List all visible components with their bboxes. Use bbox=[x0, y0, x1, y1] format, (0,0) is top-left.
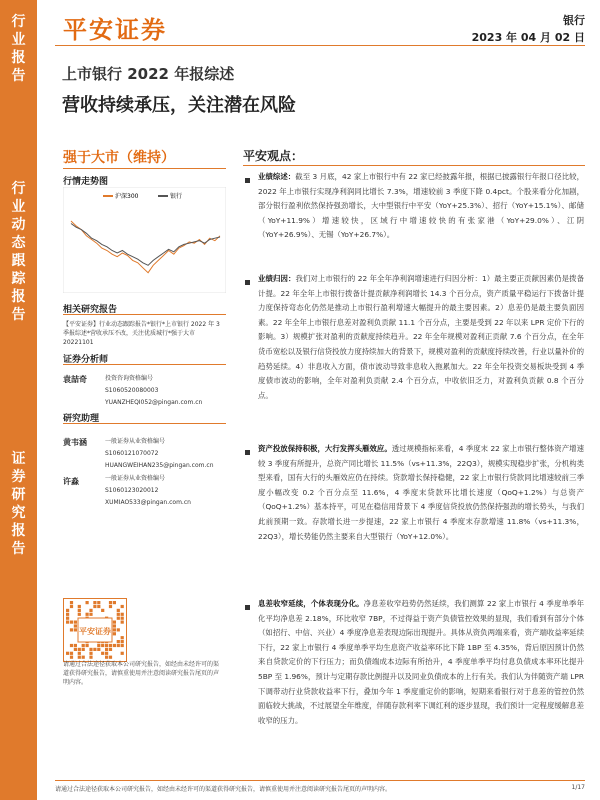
assistant-email[interactable]: XUMIAO533@pingan.com.cn bbox=[105, 499, 191, 506]
qr-dot bbox=[89, 652, 92, 655]
related-text: 【平安证券】行业动态跟踪报告*银行*上市银行 2022 年 3 季报综述*营收承压不改，关注优质城行*强于大市 20221101 bbox=[63, 321, 220, 346]
qr-dot bbox=[89, 613, 92, 616]
qr-dot bbox=[117, 617, 120, 620]
bullet-icon bbox=[245, 178, 250, 183]
qr-dot bbox=[97, 605, 100, 608]
sidebar-char: 研 bbox=[11, 487, 26, 503]
qr-dot bbox=[78, 613, 81, 616]
page-number: 1/17 bbox=[571, 784, 585, 791]
qr-dot bbox=[70, 628, 73, 631]
assistant-cert: 一般证券从业资格编号 bbox=[105, 475, 166, 482]
rating-divider bbox=[63, 168, 226, 169]
qr-dot bbox=[109, 644, 112, 647]
qr-dot bbox=[101, 652, 104, 655]
qr-dot bbox=[97, 648, 100, 651]
sidebar-char: 告 bbox=[11, 541, 26, 557]
qr-dot bbox=[70, 605, 73, 608]
qr-dot bbox=[117, 609, 120, 612]
sidebar bbox=[0, 0, 37, 800]
bullet-icon bbox=[245, 280, 250, 285]
sidebar-label-report-type bbox=[0, 13, 37, 85]
assistant-label: 研究助理 bbox=[63, 414, 100, 424]
qr-stamp bbox=[63, 598, 127, 662]
header-divider bbox=[55, 45, 585, 46]
stamp-caption: 请通过合法途径获取本公司研究报告，如经由未经许可的渠道获得研究报告，请慎重使用并注意阅读研究报告尾页的声明内容。 bbox=[63, 661, 220, 686]
sidebar-char: 券 bbox=[11, 469, 26, 485]
sidebar-char: 告 bbox=[11, 68, 26, 84]
related-label: 相关研究报告 bbox=[63, 305, 118, 315]
footer-disclaimer: 请通过合法途径获取本公司研究报告，如经由未经许可的渠道获得研究报告，请慎重使用并注意阅读研究报告尾页的声明内容。 bbox=[55, 786, 392, 793]
qr-dot bbox=[74, 628, 77, 631]
qr-dot bbox=[74, 624, 77, 627]
qr-stamp-logo: 平安证券 bbox=[79, 627, 111, 636]
sidebar-char: 业 bbox=[11, 32, 26, 48]
paragraph-margin bbox=[258, 597, 584, 728]
legend-label-hs300: 沪深300 bbox=[115, 193, 139, 200]
qr-dot bbox=[113, 601, 116, 604]
paragraph-body: 净息差收窄趋势仍然延续，我们测算 22 家上市银行 4 季度单季年化平均净息差 2.18%，环比收窄 7BP，不过得益于资产负债管控效果的显现，我们看到有部分个体（如招行、中信、兴业）4 季度净息差表现边际出现提升。具体从资负两端来看，资产端收益率延续下行，22 家上市银行 4 季度单季平均生息资产收益率环比下降 1BP 至 4.35%，背后原因预计仍然来自贷款定价的下行压力；而负债端成本边际有所抬升，4 季度单季平均付息负债成本率环比提升 5BP 至 1.96%，预计与定期存款比例提升以及同业负债成本的上行有关。我们认为伴随资产端 LPR 下调带动行业贷款收益率下行，叠加今年 1 季度重定价的影响，短期来看银行对于息差的管控仍然面临较大挑战，不过展望全年维度，伴随存款利率下调红利的逐步显现，我们预计一定程度缓解息差收窄的压力。 bbox=[258, 599, 584, 725]
qr-dot bbox=[70, 601, 73, 604]
sidebar-char: 行 bbox=[11, 14, 26, 30]
qr-dot bbox=[117, 640, 120, 643]
qr-dot bbox=[113, 624, 116, 627]
qr-dot bbox=[74, 644, 77, 647]
qr-dot bbox=[70, 621, 73, 624]
assistant-name: 许淼 bbox=[63, 477, 79, 486]
qr-dot bbox=[121, 605, 124, 608]
sidebar-char: 证 bbox=[11, 451, 26, 467]
qr-dot bbox=[66, 617, 69, 620]
qr-dot bbox=[86, 644, 89, 647]
qr-dot bbox=[86, 601, 89, 604]
footer bbox=[55, 780, 585, 793]
paragraph-body: 截至 3 月底，42 家上市银行中有 22 家已经披露年报，根据已披露银行年报口径比较，2022 年上市银行实现净利润同比增长 7.3%，增速较前 3 季度下降 0.4pct。个股来看分化加剧，部分银行盈利依然保持强劲增长，大中型银行中平安（YoY+25.3%）、招行（YoY+15.1%）、邮储（YoY+11.9%）增速较快，区域行中增速较快的有张家港（YoY+29.0%）、江阴（YoY+26.9%）、无锡（YoY+26.7%）。 bbox=[258, 172, 584, 240]
qr-dot bbox=[101, 609, 104, 612]
trend-chart bbox=[63, 187, 226, 293]
qr-dot bbox=[109, 656, 112, 659]
paragraph-body: 透过规模指标来看，4 季度末 22 家上市银行整体资产增速较 3 季度有所提升，总资产同比增长 11.5%（vs+11.3%，22Q3），规模实现稳步扩张，分机构类型来看，国有大行的头雁效应仍在持续。贷款增长保持稳健，22 家上市银行贷款同比增速较前三季度小幅改变 0.2 个百分点至 11.6%，4 季度末贷款环比增长速度（QoQ+1.2%）与总资产（QoQ+1.2%）基本持平，可见在稳信用背景下 4 季度信贷投放仍然保持强劲的增长势头，与我们此前预期一致。存款增长进一步提速，22 家上市银行 4 季度末存款增速 11.8%（vs+11.3%，22Q3），增长势能仍然主要来自大型银行（YoY+12.0%）。 bbox=[258, 444, 584, 541]
qr-dot bbox=[121, 644, 124, 647]
qr-dot bbox=[66, 621, 69, 624]
assistant-divider bbox=[63, 423, 226, 424]
qr-dot bbox=[82, 656, 85, 659]
qr-dot bbox=[70, 652, 73, 655]
qr-dot bbox=[117, 628, 120, 631]
sidebar-char: 报 bbox=[11, 289, 26, 305]
assistant-cert: 一般证券从业资格编号 bbox=[105, 438, 166, 445]
analyst-label: 证券分析师 bbox=[63, 355, 109, 365]
sidebar-char: 踪 bbox=[11, 271, 26, 287]
bullet-icon bbox=[245, 605, 250, 610]
sidebar-char: 态 bbox=[11, 235, 26, 251]
qr-dot bbox=[89, 656, 92, 659]
qr-dot bbox=[121, 621, 124, 624]
report-date: 2023 年 04 月 02 日 bbox=[471, 31, 585, 44]
legend-label-bank: 银行 bbox=[170, 193, 183, 200]
qr-dot bbox=[78, 656, 81, 659]
analyst-cert: 投资咨询资格编号 bbox=[105, 375, 154, 382]
sidebar-label-securities bbox=[0, 450, 37, 558]
qr-dot bbox=[113, 644, 116, 647]
qr-dot bbox=[113, 621, 116, 624]
paragraph-lead: 业绩归因： bbox=[258, 274, 296, 283]
bullet-icon bbox=[245, 450, 250, 455]
qr-dot bbox=[97, 644, 100, 647]
qr-dot bbox=[82, 644, 85, 647]
qr-dot bbox=[74, 621, 77, 624]
qr-dot bbox=[78, 605, 81, 608]
trend-label: 行情走势图 bbox=[63, 177, 109, 187]
assistant-id: S1060123020012 bbox=[105, 487, 159, 494]
analyst-id: S1060520080003 bbox=[105, 387, 159, 394]
qr-dot bbox=[121, 652, 124, 655]
paragraph-lead: 资产投放保持积极，大行发挥头雁效应。 bbox=[258, 444, 392, 453]
sidebar-char: 报 bbox=[11, 50, 26, 66]
qr-dot bbox=[105, 648, 108, 651]
qr-dot bbox=[86, 613, 89, 616]
qr-dot bbox=[89, 648, 92, 651]
chart-frame bbox=[63, 187, 226, 293]
analyst-divider bbox=[63, 364, 226, 365]
qr-dot bbox=[74, 648, 77, 651]
analyst-name: 袁喆奇 bbox=[63, 375, 87, 384]
assistant-id: S1060121070072 bbox=[105, 450, 159, 457]
qr-dot bbox=[101, 644, 104, 647]
paragraph-lead: 业绩综述： bbox=[258, 172, 296, 181]
paragraph-lead: 息差收窄延续，个体表现分化。 bbox=[258, 599, 364, 608]
qr-dot bbox=[105, 656, 108, 659]
qr-dot bbox=[105, 652, 108, 655]
qr-dot bbox=[78, 609, 81, 612]
qr-dot bbox=[109, 648, 112, 651]
qr-dot bbox=[109, 601, 112, 604]
report-title: 上市银行 2022 年报综述 bbox=[62, 65, 235, 83]
qr-dot bbox=[117, 613, 120, 616]
qr-dot bbox=[70, 656, 73, 659]
qr-dot bbox=[70, 644, 73, 647]
qr-dot bbox=[121, 640, 124, 643]
sidebar-label-report-kind bbox=[0, 180, 37, 324]
paragraph-assets bbox=[258, 442, 584, 544]
qr-dot bbox=[89, 609, 92, 612]
sidebar-char: 究 bbox=[11, 505, 26, 521]
qr-dot bbox=[78, 652, 81, 655]
qr-dot bbox=[121, 636, 124, 639]
qr-dot bbox=[82, 648, 85, 651]
qr-dot bbox=[121, 617, 124, 620]
paragraph-attribution bbox=[258, 272, 584, 403]
company-logo: 平安证券 bbox=[63, 15, 167, 44]
paragraph-summary bbox=[258, 170, 584, 243]
analyst-email[interactable]: YUANZHEQI052@pingan.com.cn bbox=[105, 399, 203, 406]
qr-dot bbox=[78, 648, 81, 651]
qr-dot bbox=[66, 609, 69, 612]
related-divider bbox=[63, 314, 226, 315]
qr-dot bbox=[66, 652, 69, 655]
assistant-name: 黄韦涵 bbox=[63, 438, 87, 447]
qr-dot bbox=[66, 613, 69, 616]
qr-dot bbox=[121, 613, 124, 616]
views-title: 平安观点： bbox=[243, 149, 304, 163]
qr-dot bbox=[105, 644, 108, 647]
rating: 强于大市（维持） bbox=[63, 150, 175, 166]
sidebar-char: 行 bbox=[11, 181, 26, 197]
industry-label: 银行 bbox=[563, 14, 585, 27]
sidebar-char: 动 bbox=[11, 217, 26, 233]
qr-dot bbox=[93, 605, 96, 608]
sidebar-char: 业 bbox=[11, 199, 26, 215]
report-headline: 营收持续承压，关注潜在风险 bbox=[62, 95, 296, 116]
qr-dot bbox=[113, 632, 116, 635]
qr-dot bbox=[109, 605, 112, 608]
assistant-email[interactable]: HUANGWEIHAN235@pingan.com.cn bbox=[105, 462, 214, 469]
sidebar-char: 报 bbox=[11, 523, 26, 539]
views-divider bbox=[243, 165, 585, 166]
qr-dot bbox=[97, 601, 100, 604]
sidebar-char: 跟 bbox=[11, 253, 26, 269]
qr-dot bbox=[113, 628, 116, 631]
sidebar-char: 告 bbox=[11, 307, 26, 323]
qr-dot bbox=[117, 644, 120, 647]
qr-dot bbox=[93, 601, 96, 604]
qr-dot bbox=[93, 648, 96, 651]
paragraph-body: 我们对上市银行的 22 年全年净利润增速进行归因分析：1）最主要正贡献因素仍是拨备计提。22 年全年上市银行拨备计提贡献净利润增长 14.3 个百分点，资产质量平稳运行下拨备计提力度保持弯态化仍然是推动上市银行盈利增速大幅提升的最主要因素。2）息差仍是最主要负面因素。22 年全年上市银行息差对盈利负贡献 11.1 个百分点，主要是受到 22 年以来 LPR 定价下行的影响。3）规模扩张对盈利的贡献度持续趋升。22 年全年规模对盈利正贡献 7.6 个百分点，在全年货币宽松以及银行信贷投放力度持续加大的背景下，规模对盈利的贡献度持续改善，行业以量补价的趋势延续。4）非息收入方面，债市波动导致非息收入拖累加大。22 年全年投资交易板块受到 4 季度债市波动的影响，全年对盈利负贡献 2.4 个百分点，中收依旧乏力，对盈利负贡献 0.8 个百分点。 bbox=[258, 274, 584, 400]
